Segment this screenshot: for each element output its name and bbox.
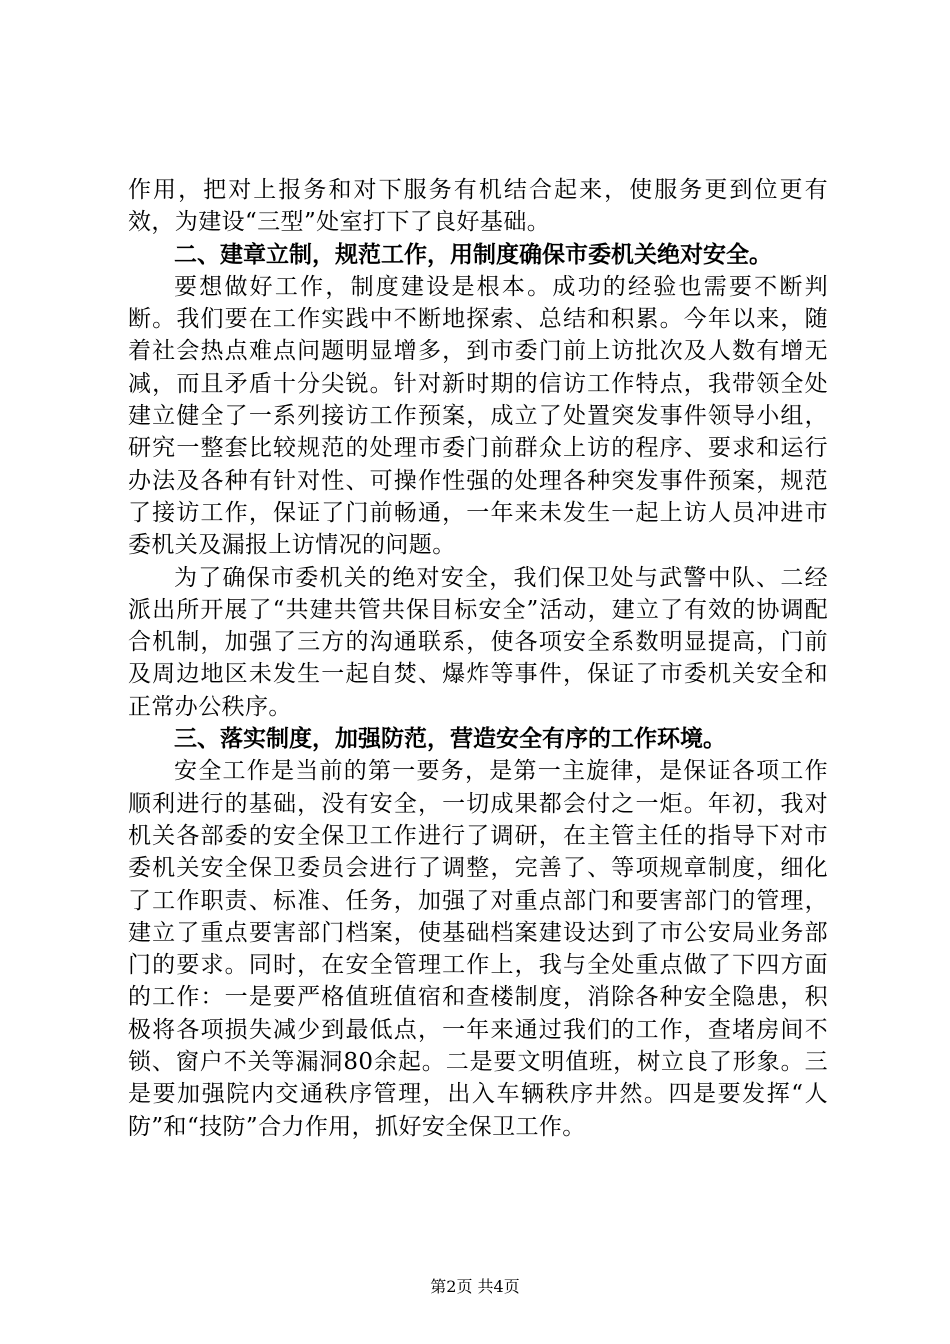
paragraph-joint-security: 为了确保市委机关的绝对安全，我们保卫处与武警中队、二经派出所开展了“共建共管共保目标安全”活动，建立了有效的协调配合机制，加强了三方的沟通联系，使各项安全系数明显提高，门前及周边地区未发生一起自焚、爆炸等事件，保证了市委机关安全和正常办公秩序。 bbox=[128, 564, 828, 720]
paragraph-continuation: 作用，把对上报务和对下服务有机结合起来，使服务更到位更有效，为建设“三型”处室打下了良好基础。 bbox=[128, 177, 828, 236]
section-heading-3: 三、落实制度，加强防范，营造安全有序的工作环境。 bbox=[174, 726, 726, 753]
section-heading-2: 二、建章立制，规范工作，用制度确保市委机关绝对安全。 bbox=[174, 241, 772, 268]
paragraph-rules-system: 要想做好工作，制度建设是根本。成功的经验也需要不断判断。我们要在工作实践中不断地探索、总结和积累。今年以来，随着社会热点难点问题明显增多，到市委门前上访批次及人数有增无减，而且矛盾十分尖锐。针对新时期的信访工作特点，我带领全处建立健全了一系列接访工作预案，成立了处置突发事件领导小组，研究一整套比较规范的处理市委门前群众上访的程序、要求和运行办法及各种有针对性、可操作性强的处理各种突发事件预案，规范了接访工作，保证了门前畅通，一年来未发生一起上访人员冲进市委机关及漏报上访情况的问题。 bbox=[128, 273, 828, 559]
page-number-footer: 第2页 共4页 bbox=[430, 1277, 520, 1296]
document-body bbox=[128, 174, 828, 1143]
paragraph-safety-work: 安全工作是当前的第一要务，是第一主旋律，是保证各项工作顺利进行的基础，没有安全，一切成果都会付之一炬。年初，我对机关各部委的安全保卫工作进行了调研，在主管主任的指导下对市委机关安全保卫委员会进行了调整，完善了、等项规章制度，细化了工作职责、标准、任务，加强了对重点部门和要害部门的管理，建立了重点要害部门档案，使基础档案建设达到了市公安局业务部门的要求。同时，在安全管理工作上，我与全处重点做了下四方面的工作：一是要严格值班值宿和查楼制度，消除各种安全隐患，积极将各项损失减少到最低点，一年来通过我们的工作，查堵房间不锁、窗户不关等漏洞80余起。二是要文明值班，树立良了形象。三是要加强院内交通秩序管理，出入车辆秩序井然。四是要发挥“人防”和“技防”合力作用，抓好安全保卫工作。 bbox=[128, 758, 828, 1140]
